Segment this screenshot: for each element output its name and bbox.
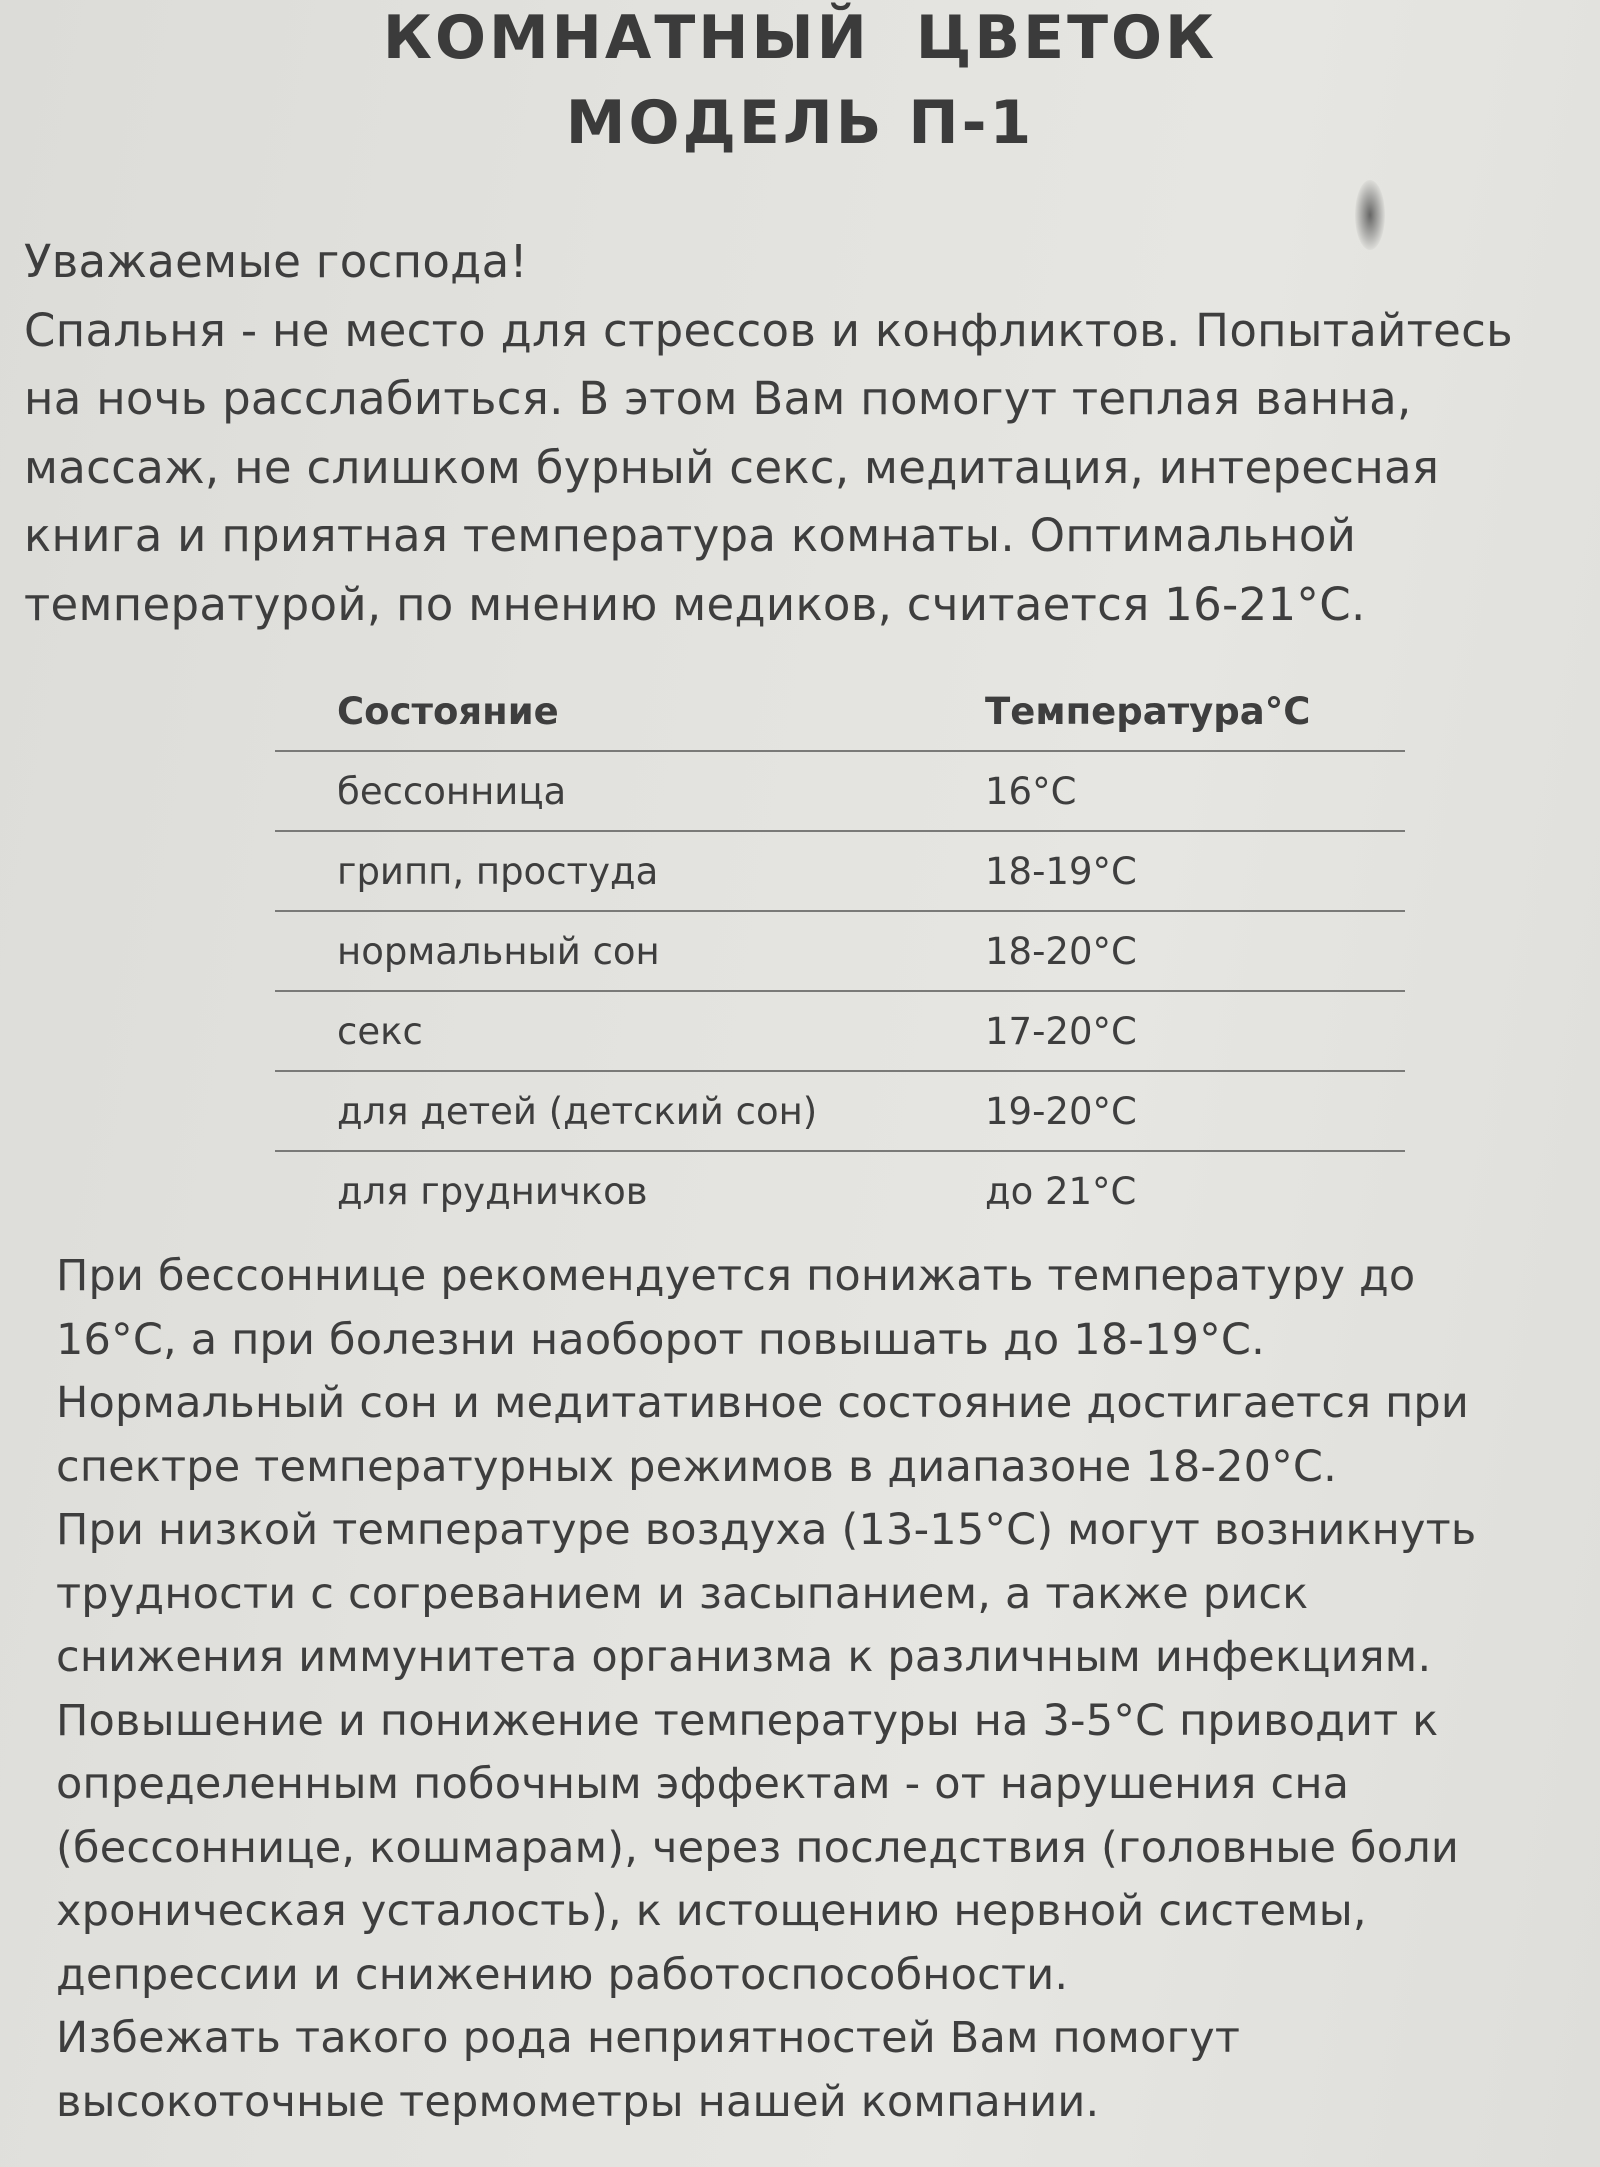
body-line: хроническая усталость), к истощению нервной системы, bbox=[56, 1886, 1367, 1936]
intro-line: температурой, по мнению медиков, считается 16-21°C. bbox=[24, 577, 1366, 631]
body-line: определенным побочным эффектам - от нарушения сна bbox=[56, 1759, 1350, 1809]
body-line: высокоточные термометры нашей компании. bbox=[56, 2076, 1100, 2127]
header-temperature: Температура°C bbox=[985, 672, 1405, 751]
cell-temperature: 18-19°C bbox=[985, 831, 1405, 911]
intro-line: Спальня - не место для стрессов и конфликтов. Попытайтесь bbox=[24, 303, 1514, 357]
cell-temperature: до 21°C bbox=[985, 1169, 1137, 1213]
body-line: Нормальный сон и медитативное состояние достигается при bbox=[56, 1378, 1470, 1428]
temperature-table bbox=[275, 672, 1405, 1230]
body-line: спектре температурных режимов в диапазоне 18-20°C. bbox=[56, 1441, 1338, 1492]
intro-line: книга и приятная температура комнаты. Оптимальной bbox=[24, 509, 1357, 562]
body-line: снижения иммунитета организма к различным инфекциям. bbox=[56, 1632, 1432, 1682]
body-paragraph bbox=[56, 1245, 1476, 2134]
cell-state: секс bbox=[275, 991, 985, 1071]
body-line: При низкой температуре воздуха (13-15°C) могут возникнуть bbox=[56, 1505, 1477, 1555]
cell-state: бессонница bbox=[275, 751, 985, 831]
title-line-1: КОМНАТНЫЙ ЦВЕТОК bbox=[382, 3, 1218, 73]
table-row bbox=[275, 1151, 1405, 1230]
table-row bbox=[275, 911, 1405, 991]
body-line: Повышение и понижение температуры на 3-5°C приводит к bbox=[56, 1695, 1439, 1746]
table-row bbox=[275, 751, 1405, 831]
table-header-row bbox=[275, 672, 1405, 751]
table-row bbox=[275, 991, 1405, 1071]
intro-line: на ночь расслабиться. В этом Вам помогут теплая ванна, bbox=[24, 372, 1412, 425]
cell-temperature: 18-20°C bbox=[985, 911, 1405, 991]
table-row bbox=[275, 1071, 1405, 1151]
intro-line: массаж, не слишком бурный секс, медитация, интересная bbox=[24, 440, 1440, 494]
cell-state: нормальный сон bbox=[275, 911, 985, 991]
header-state: Состояние bbox=[275, 672, 985, 751]
intro-paragraph bbox=[24, 228, 1513, 639]
cell-temperature: 17-20°C bbox=[985, 991, 1405, 1071]
body-line: трудности с согреванием и засыпанием, а также риск bbox=[56, 1568, 1309, 1619]
body-line: депрессии и снижению работоспособности. bbox=[56, 1949, 1069, 2000]
cell-state: для грудничков bbox=[337, 1169, 648, 1213]
body-line: 16°C, а при болезни наоборот повышать до 18-19°C. bbox=[56, 1314, 1266, 1365]
cell-state: для детей (детский сон) bbox=[275, 1071, 985, 1151]
intro-line: Уважаемые господа! bbox=[24, 235, 528, 288]
cell-temperature: 16°C bbox=[985, 751, 1405, 831]
table-row bbox=[275, 831, 1405, 911]
body-line: При бессоннице рекомендуется понижать температуру до bbox=[56, 1251, 1416, 1301]
title-line-2: МОДЕЛЬ П-1 bbox=[565, 88, 1035, 158]
cell-state: грипп, простуда bbox=[275, 831, 985, 911]
body-line: (бессоннице, кошмарам), через последствия (головные боли bbox=[56, 1822, 1460, 1873]
cell-temperature: 19-20°C bbox=[985, 1071, 1405, 1151]
body-line: Избежать такого рода неприятностей Вам помогут bbox=[56, 2013, 1241, 2063]
